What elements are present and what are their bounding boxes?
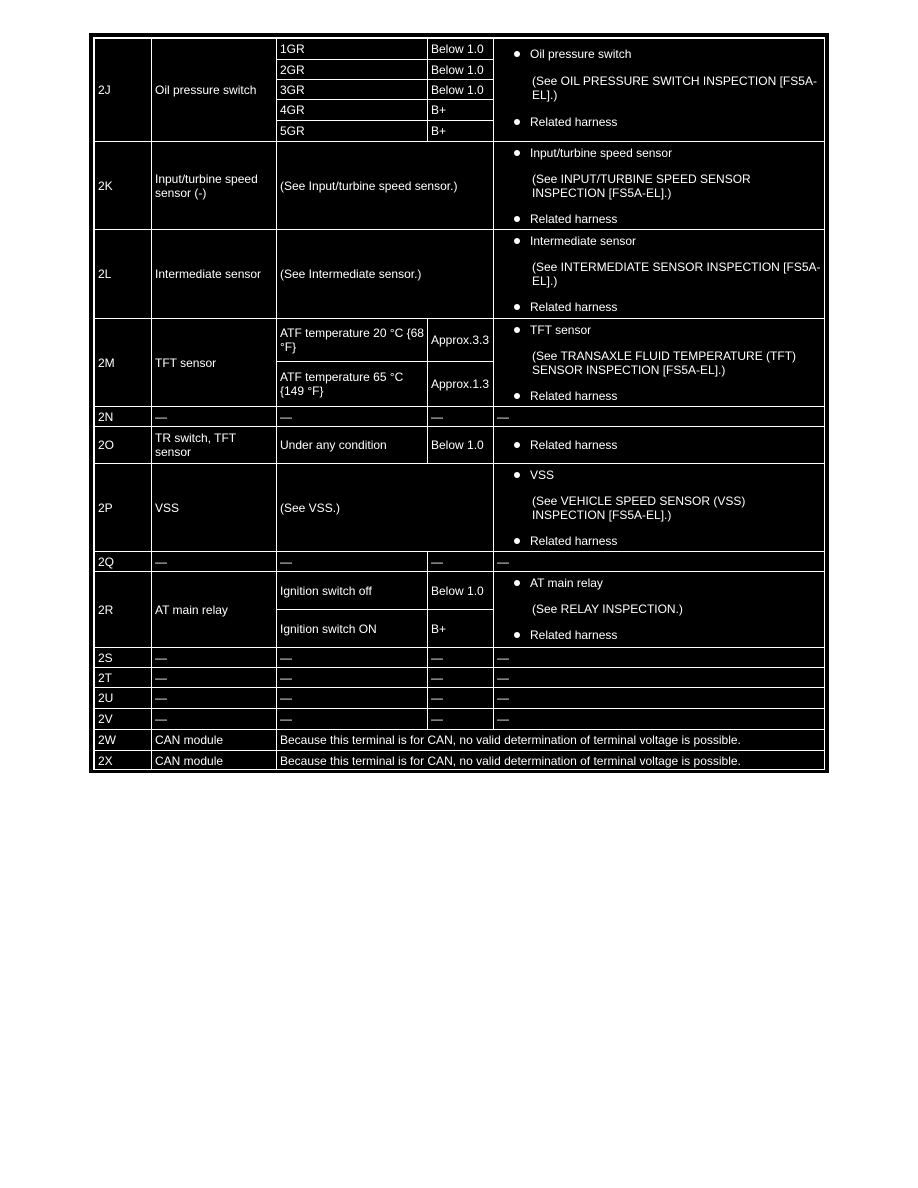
- voltage-cell: Below 1.0: [428, 60, 494, 80]
- voltage-cell: —: [428, 552, 494, 572]
- connected-to-cell: VSS: [152, 464, 277, 552]
- table-row-2u: [95, 688, 826, 709]
- terminal-cell: 2V: [95, 709, 152, 730]
- bullet-icon: [514, 238, 520, 244]
- inspection-cell: [494, 319, 826, 407]
- inspection-ref: (See INTERMEDIATE SENSOR INSPECTION [FS5A-EL].): [532, 260, 821, 288]
- inspection-cell: —: [494, 709, 826, 730]
- condition-cell: (See Intermediate sensor.): [277, 230, 494, 319]
- table-row-2t: [95, 668, 826, 688]
- voltage-cell: B+: [428, 100, 494, 121]
- voltage-cell: —: [428, 648, 494, 668]
- bullet-icon: [514, 119, 520, 125]
- bullet-icon: [514, 580, 520, 586]
- table-row-2q: [95, 552, 826, 572]
- related-text: Related harness: [530, 534, 618, 548]
- connected-to-cell: —: [152, 648, 277, 668]
- related-text: Related harness: [530, 438, 618, 452]
- terminal-voltage-table: [94, 38, 825, 770]
- inspection-related: [502, 534, 822, 548]
- inspection-item-text: Input/turbine speed sensor: [530, 146, 673, 160]
- voltage-cell: —: [428, 668, 494, 688]
- inspection-item: [502, 323, 822, 337]
- table-row-2v: [95, 709, 826, 730]
- inspection-item: [502, 47, 822, 61]
- connected-to-cell: —: [152, 552, 277, 572]
- related-text: Related harness: [530, 628, 618, 642]
- connected-to-cell: —: [152, 688, 277, 709]
- voltage-cell: —: [428, 709, 494, 730]
- condition-cell: —: [277, 688, 428, 709]
- inspection-item: [502, 576, 822, 590]
- related-text: Related harness: [530, 300, 618, 314]
- inspection-item-text: AT main relay: [530, 576, 603, 590]
- voltage-cell: Approx.1.3: [428, 362, 494, 407]
- bullet-icon: [514, 472, 520, 478]
- inspection-item-text: VSS: [530, 468, 555, 482]
- table-row-2o: [95, 427, 826, 464]
- inspection-related: [502, 115, 822, 129]
- table-row-2k: [95, 142, 826, 230]
- inspection-item: [502, 146, 822, 160]
- terminal-cell: 2Q: [95, 552, 152, 572]
- inspection-related: [502, 389, 822, 403]
- voltage-cell: Below 1.0: [428, 427, 494, 464]
- connected-to-cell: Intermediate sensor: [152, 230, 277, 319]
- inspection-ref: (See TRANSAXLE FLUID TEMPERATURE (TFT) SENSOR INSPECTION [FS5A-EL].): [532, 349, 797, 377]
- inspection-cell: [494, 572, 826, 648]
- inspection-item: [502, 468, 822, 482]
- terminal-cell: 2K: [95, 142, 152, 230]
- voltage-cell: B+: [428, 121, 494, 142]
- connected-to-cell: —: [152, 709, 277, 730]
- condition-cell: ATF temperature 20 °C {68 °F}: [277, 319, 428, 362]
- connected-to-cell: Input/turbine speed sensor (-): [152, 142, 277, 230]
- voltage-cell: B+: [428, 610, 494, 648]
- inspection-ref: (See VEHICLE SPEED SENSOR (VSS) INSPECTION [FS5A-EL].): [532, 494, 746, 522]
- inspection-cell: —: [494, 668, 826, 688]
- condition-cell: —: [277, 648, 428, 668]
- condition-cell: —: [277, 668, 428, 688]
- terminal-cell: 2P: [95, 464, 152, 552]
- connected-to-cell: —: [152, 407, 277, 427]
- connected-to-cell: Oil pressure switch: [152, 39, 277, 142]
- bullet-icon: [514, 538, 520, 544]
- table-row-2s: [95, 648, 826, 668]
- condition-cell: Ignition switch ON: [277, 610, 428, 648]
- terminal-cell: 2L: [95, 230, 152, 319]
- connected-to-cell: TFT sensor: [152, 319, 277, 407]
- connected-to-cell: AT main relay: [152, 572, 277, 648]
- bullet-icon: [514, 442, 520, 448]
- condition-cell: —: [277, 709, 428, 730]
- condition-cell: Under any condition: [277, 427, 428, 464]
- terminal-cell: 2S: [95, 648, 152, 668]
- bullet-icon: [514, 51, 520, 57]
- bullet-icon: [514, 393, 520, 399]
- bullet-icon: [514, 216, 520, 222]
- inspection-related: [502, 300, 822, 314]
- condition-cell: ATF temperature 65 °C {149 °F}: [277, 362, 428, 407]
- inspection-cell: —: [494, 648, 826, 668]
- bullet-icon: [514, 304, 520, 310]
- inspection-related: [502, 438, 822, 452]
- voltage-cell: —: [428, 688, 494, 709]
- terminal-cell: 2X: [95, 751, 152, 771]
- inspection-cell: —: [494, 407, 826, 427]
- inspection-cell: [494, 142, 826, 230]
- inspection-item-text: Oil pressure switch: [530, 47, 632, 61]
- connected-to-cell: TR switch, TFT sensor: [152, 427, 277, 464]
- terminal-cell: 2R: [95, 572, 152, 648]
- inspection-cell: [494, 427, 826, 464]
- terminal-cell: 2W: [95, 730, 152, 751]
- table-row-2p: [95, 464, 826, 552]
- voltage-cell: Below 1.0: [428, 80, 494, 100]
- inspection-item: [502, 234, 822, 248]
- table-row-2j: [95, 39, 826, 60]
- note-cell: Because this terminal is for CAN, no valid determination of terminal voltage is possible.: [277, 751, 826, 771]
- terminal-cell: 2O: [95, 427, 152, 464]
- terminal-cell: 2M: [95, 319, 152, 407]
- table-row-2x: [95, 751, 826, 771]
- bullet-icon: [514, 327, 520, 333]
- terminal-voltage-table-sheet: [93, 37, 825, 770]
- condition-cell: 2GR: [277, 60, 428, 80]
- connected-to-cell: —: [152, 668, 277, 688]
- bullet-icon: [514, 150, 520, 156]
- document-frame: [89, 33, 829, 773]
- inspection-cell: —: [494, 688, 826, 709]
- note-cell: Because this terminal is for CAN, no valid determination of terminal voltage is possible.: [277, 730, 826, 751]
- voltage-cell: Below 1.0: [428, 39, 494, 60]
- table-row-2l: [95, 230, 826, 319]
- inspection-related: [502, 628, 822, 642]
- related-text: Related harness: [530, 115, 618, 129]
- bullet-icon: [514, 632, 520, 638]
- condition-cell: —: [277, 407, 428, 427]
- inspection-ref: (See OIL PRESSURE SWITCH INSPECTION [FS5A-EL].): [532, 74, 817, 102]
- terminal-cell: 2T: [95, 668, 152, 688]
- voltage-cell: —: [428, 407, 494, 427]
- condition-cell: 5GR: [277, 121, 428, 142]
- inspection-cell: [494, 39, 826, 142]
- voltage-cell: Approx.3.3: [428, 319, 494, 362]
- voltage-cell: Below 1.0: [428, 572, 494, 610]
- table-row-2r: [95, 572, 826, 610]
- inspection-ref: (See INPUT/TURBINE SPEED SENSOR INSPECTION [FS5A-EL].): [532, 172, 751, 200]
- connected-to-cell: CAN module: [152, 751, 277, 771]
- inspection-ref: (See RELAY INSPECTION.): [532, 602, 683, 616]
- inspection-cell: [494, 230, 826, 319]
- condition-cell: —: [277, 552, 428, 572]
- table-row-2m: [95, 319, 826, 362]
- condition-cell: (See VSS.): [277, 464, 494, 552]
- terminal-cell: 2J: [95, 39, 152, 142]
- inspection-item-text: TFT sensor: [530, 323, 592, 337]
- inspection-cell: [494, 464, 826, 552]
- terminal-cell: 2U: [95, 688, 152, 709]
- inspection-related: [502, 212, 822, 226]
- condition-cell: 3GR: [277, 80, 428, 100]
- related-text: Related harness: [530, 212, 618, 226]
- inspection-cell: —: [494, 552, 826, 572]
- table-row-2n: [95, 407, 826, 427]
- condition-cell: (See Input/turbine speed sensor.): [277, 142, 494, 230]
- connected-to-cell: CAN module: [152, 730, 277, 751]
- related-text: Related harness: [530, 389, 618, 403]
- condition-cell: Ignition switch off: [277, 572, 428, 610]
- condition-cell: 1GR: [277, 39, 428, 60]
- condition-cell: 4GR: [277, 100, 428, 121]
- table-row-2w: [95, 730, 826, 751]
- inspection-item-text: Intermediate sensor: [530, 234, 637, 248]
- terminal-cell: 2N: [95, 407, 152, 427]
